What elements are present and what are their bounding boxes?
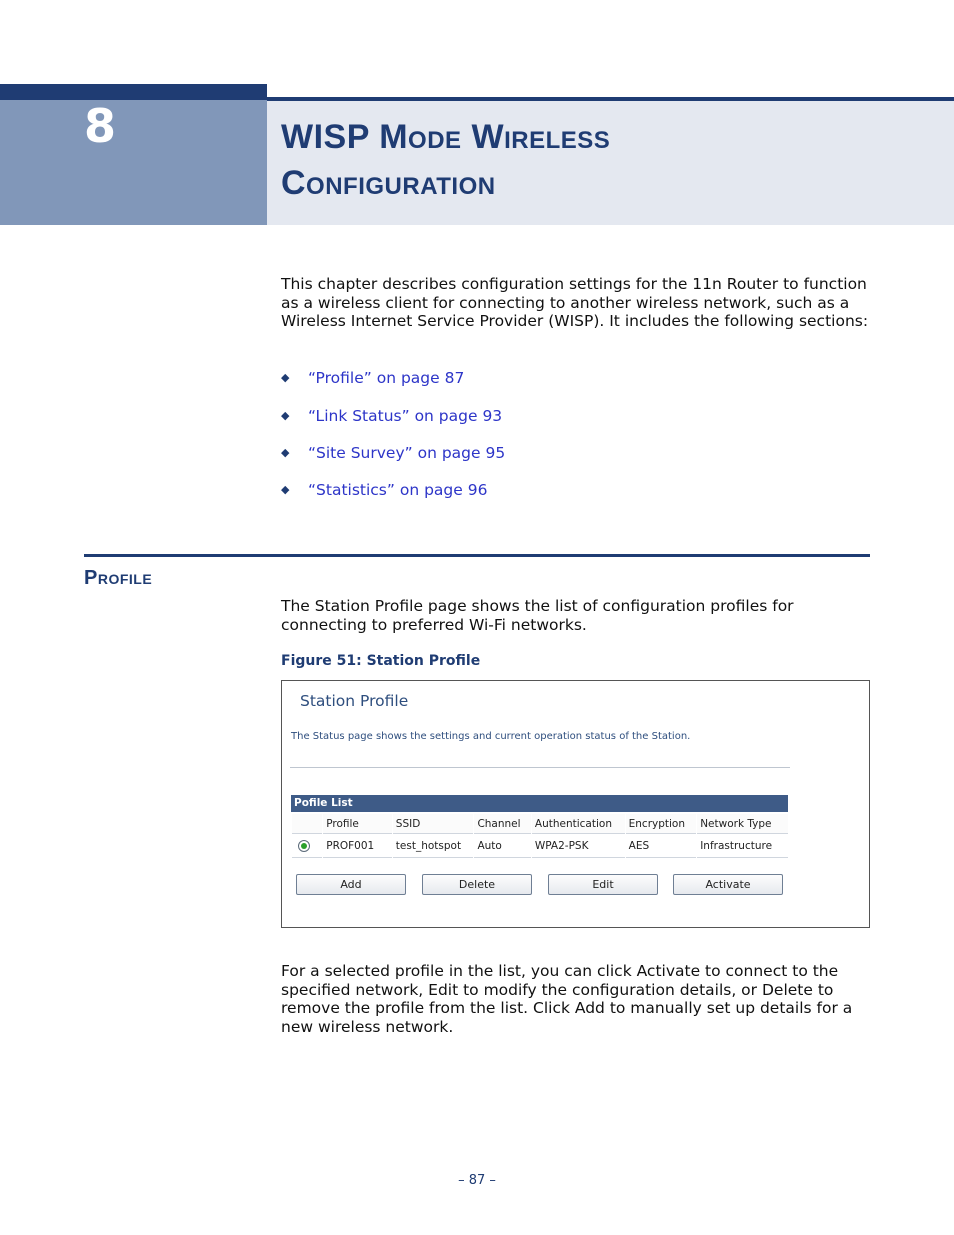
activate-button[interactable]: Activate (673, 874, 783, 895)
toc-link[interactable]: “Site Survey” on page 95 (308, 444, 506, 462)
toc-link[interactable]: “Profile” on page 87 (308, 369, 465, 387)
chapter-number: 8 (84, 99, 117, 153)
toc-link[interactable]: “Link Status” on page 93 (308, 407, 503, 425)
closing-paragraph: For a selected profile in the list, you can click Activate to connect to the specified network, Edit to modify the configuration details, or Delete to remove the profile from the list. Click Add to manually set up details for a new wireless network. (281, 962, 853, 1037)
bullet-icon: ◆ (281, 371, 290, 384)
chapter-title-line-1: WISP Mode Wireless (281, 118, 611, 156)
channel-cell: Auto (474, 835, 530, 858)
bullet-icon: ◆ (281, 409, 290, 422)
chapter-title (281, 114, 921, 206)
column-header: Encryption (626, 814, 697, 834)
section-body: The Station Profile page shows the list of configuration profiles for connecting to preferred Wi-Fi networks. (281, 597, 794, 634)
chapter-number-box (0, 84, 267, 225)
bullet-icon: ◆ (281, 446, 290, 459)
ssid-cell: test_hotspot (393, 835, 474, 858)
toc-item-profile[interactable] (281, 369, 464, 387)
station-profile-description: The Status page shows the settings and current operation status of the Station. (291, 731, 691, 742)
intro-paragraph: This chapter describes configuration settings for the 11n Router to function as a wireless client for connecting to another wireless network, such as a Wireless Internet Service Provider (WISP). It includes the following sections: (281, 275, 869, 331)
table-row[interactable] (292, 835, 788, 858)
figure-divider (290, 767, 790, 768)
edit-button[interactable]: Edit (548, 874, 658, 895)
toc-item-site-survey[interactable] (281, 444, 505, 462)
toc-item-statistics[interactable] (281, 481, 487, 499)
page-number: – 87 – (458, 1173, 496, 1188)
delete-button[interactable]: Delete (422, 874, 532, 895)
toc-item-link-status[interactable] (281, 407, 502, 425)
section-title: Profile (84, 567, 153, 589)
profile-select-radio[interactable] (298, 840, 310, 852)
section-divider (84, 554, 870, 557)
column-header: Network Type (697, 814, 788, 834)
table-header-row (292, 814, 788, 834)
auth-cell: WPA2-PSK (532, 835, 625, 858)
station-profile-title: Station Profile (300, 692, 409, 710)
chapter-title-line-2: Configuration (281, 164, 496, 202)
profile-list-header: Pofile List (291, 795, 788, 812)
column-header: SSID (393, 814, 474, 834)
encryption-cell: AES (626, 835, 697, 858)
profile-table (291, 813, 789, 859)
profile-cell: PROF001 (323, 835, 392, 858)
figure-caption: Figure 51: Station Profile (281, 653, 481, 669)
column-header (292, 814, 322, 834)
bullet-icon: ◆ (281, 483, 290, 496)
toc-link[interactable]: “Statistics” on page 96 (308, 481, 488, 499)
column-header: Channel (474, 814, 530, 834)
network-type-cell: Infrastructure (697, 835, 788, 858)
column-header: Authentication (532, 814, 625, 834)
column-header: Profile (323, 814, 392, 834)
add-button[interactable]: Add (296, 874, 406, 895)
